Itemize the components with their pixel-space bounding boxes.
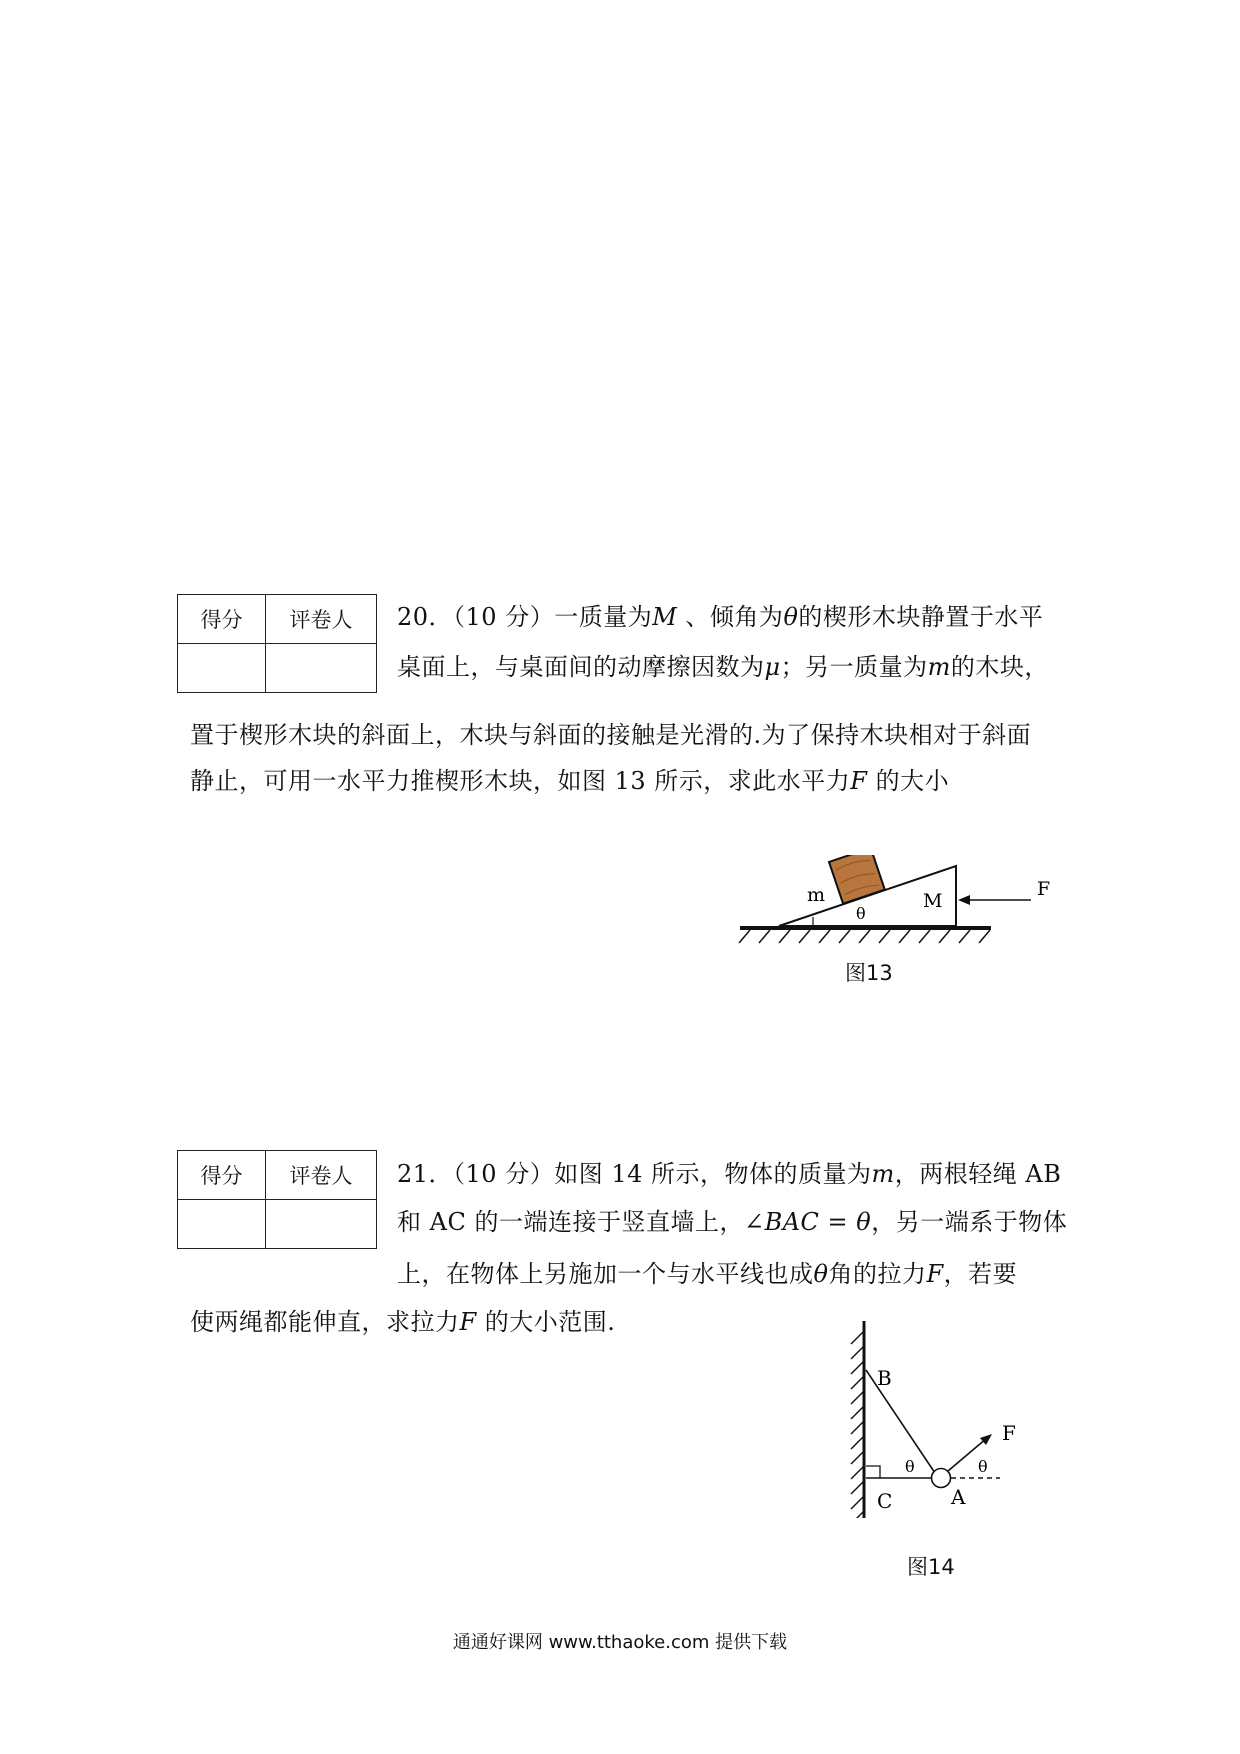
object-A xyxy=(932,1469,951,1488)
q21-line-4: 使两绳都能伸直，求拉力F 的大小范围. xyxy=(190,1308,616,1336)
figure-13-wedge xyxy=(735,855,1065,965)
footer-credit: 通通好课网 www.tthaoke.com 提供下载 xyxy=(452,1632,788,1653)
q20-line-3: 置于楔形木块的斜面上，木块与斜面的接触是光滑的.为了保持木块相对于斜面 xyxy=(190,721,1032,749)
q20-line-4: 静止，可用一水平力推楔形木块，如图 13 所示，求此水平力F 的大小 xyxy=(190,767,950,795)
figure-14-ropes xyxy=(835,1318,1035,1518)
score-box-q20 xyxy=(177,594,377,693)
label-C: C xyxy=(877,1489,893,1513)
grader-cell[interactable] xyxy=(266,644,377,693)
q21-line-2: 和 AC 的一端连接于竖直墙上，∠BAC = θ，另一端系于物体 xyxy=(397,1208,1068,1236)
q21-line-1: 21．（10 分）如图 14 所示，物体的质量为m，两根轻绳 AB xyxy=(397,1160,1062,1188)
label-theta: θ xyxy=(856,904,866,923)
label-F: F xyxy=(1002,1421,1016,1445)
figure-14-caption: 图14 xyxy=(907,1555,955,1579)
score-label: 得分 xyxy=(178,595,266,644)
grader-label: 评卷人 xyxy=(266,595,377,644)
score-label: 得分 xyxy=(178,1151,266,1200)
score-cell[interactable] xyxy=(178,1200,266,1249)
figure-13-caption: 图13 xyxy=(845,961,893,985)
label-F: F xyxy=(1037,878,1051,900)
label-B: B xyxy=(877,1366,892,1390)
label-m: m xyxy=(807,884,826,906)
score-cell[interactable] xyxy=(178,644,266,693)
label-M: M xyxy=(923,890,943,912)
q20-line-1: 20．（10 分）一质量为M 、倾角为θ的楔形木块静置于水平 xyxy=(397,603,1044,631)
label-A: A xyxy=(951,1485,966,1509)
q21-line-3: 上，在物体上另施加一个与水平线也成θ角的拉力F，若要 xyxy=(397,1260,1018,1288)
q20-line-2: 桌面上，与桌面间的动摩擦因数为μ；另一质量为m的木块， xyxy=(397,653,1049,681)
score-box-q21 xyxy=(177,1150,377,1249)
label-theta-2: θ xyxy=(978,1457,988,1476)
label-theta-1: θ xyxy=(905,1457,915,1476)
grader-cell[interactable] xyxy=(266,1200,377,1249)
grader-label: 评卷人 xyxy=(266,1151,377,1200)
